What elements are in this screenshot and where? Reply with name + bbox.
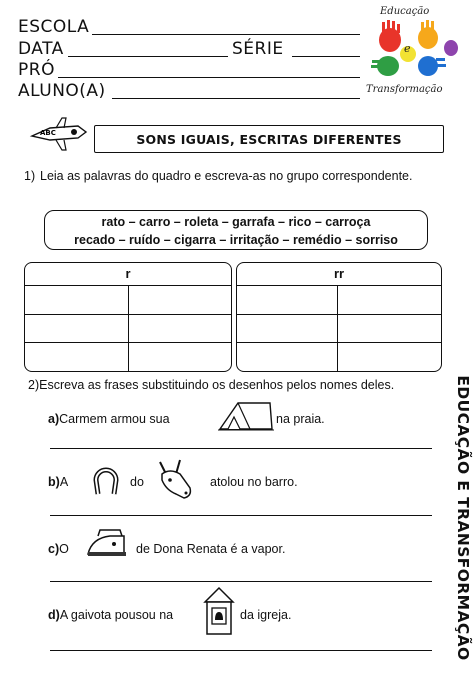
data-label: DATA	[18, 39, 64, 59]
logo-line2: e	[404, 42, 411, 55]
escola-line[interactable]	[92, 34, 360, 35]
q1-instruction	[24, 168, 434, 185]
item-b	[48, 474, 68, 491]
logo	[366, 6, 466, 96]
answer-line-b[interactable]	[50, 515, 432, 516]
item-a-label: a)	[48, 412, 60, 426]
pro-line[interactable]	[58, 77, 360, 78]
answer-line-c[interactable]	[50, 581, 432, 582]
q2-text: Escreva as frases substituindo os desenhos pelos nomes deles.	[39, 378, 395, 392]
bell-tower-icon	[202, 586, 236, 636]
item-c-after: de Dona Renata é a vapor.	[136, 542, 286, 556]
horseshoe-icon	[88, 462, 124, 498]
q2-number: 2)	[28, 378, 40, 392]
side-watermark-text: EDUCAÇÃO E TRANSFORMAÇÃO	[454, 375, 472, 661]
word-box	[44, 210, 428, 250]
banner-title: SONS IGUAIS, ESCRITAS DIFERENTES	[94, 125, 444, 153]
donkey-icon	[150, 458, 200, 504]
tent-icon	[216, 397, 274, 433]
handprints-icon	[366, 18, 466, 90]
item-b-middle: do	[130, 475, 144, 489]
word-box-line2: recado – ruído – cigarra – irritação – remédio – sorriso	[74, 233, 398, 247]
item-b-after: atolou no barro.	[210, 475, 298, 489]
iron-icon	[84, 526, 130, 560]
table-divider	[128, 286, 129, 371]
aluno-line[interactable]	[112, 98, 360, 99]
item-d	[48, 607, 173, 624]
table-row-line	[237, 314, 441, 315]
item-c-label: c)	[48, 542, 60, 556]
item-b-label: b)	[48, 475, 60, 489]
table-row-line	[25, 314, 231, 315]
table-rr	[236, 262, 442, 372]
item-a-after: na praia.	[276, 412, 325, 426]
table-row-line	[237, 342, 441, 343]
q1-text: Leia as palavras do quadro e escreva-as no grupo correspondente.	[40, 169, 413, 183]
pro-label: PRÓ	[18, 60, 55, 80]
table-r	[24, 262, 232, 372]
answer-line-a[interactable]	[50, 448, 432, 449]
item-b-before: A	[59, 475, 69, 489]
item-d-label: d)	[48, 608, 60, 622]
airplane-icon	[28, 116, 90, 154]
item-d-before: A gaivota pousou na	[59, 608, 174, 622]
word-box-line1: rato – carro – roleta – garrafa – rico – carroça	[101, 215, 371, 229]
table-r-header: r	[25, 263, 231, 286]
table-row-line	[25, 342, 231, 343]
serie-line[interactable]	[292, 56, 360, 57]
data-line[interactable]	[68, 56, 228, 57]
logo-line3: Transformação	[366, 84, 443, 95]
serie-label: SÉRIE	[232, 39, 284, 59]
answer-line-d[interactable]	[50, 650, 432, 651]
item-d-after: da igreja.	[240, 608, 292, 622]
escola-label: ESCOLA	[18, 17, 90, 37]
svg-text:ABC: ABC	[40, 129, 56, 137]
aluno-label: ALUNO(A)	[18, 81, 106, 101]
item-a-before: Carmem armou sua	[59, 412, 170, 426]
table-divider	[337, 286, 338, 371]
item-c-before: O	[59, 542, 69, 556]
side-watermark	[454, 368, 472, 668]
item-c	[48, 541, 69, 558]
q1-number: 1)	[24, 169, 36, 183]
table-rr-header: rr	[237, 263, 441, 286]
item-a	[48, 411, 170, 428]
logo-line1: Educação	[380, 6, 430, 17]
q2-instruction	[28, 377, 394, 394]
